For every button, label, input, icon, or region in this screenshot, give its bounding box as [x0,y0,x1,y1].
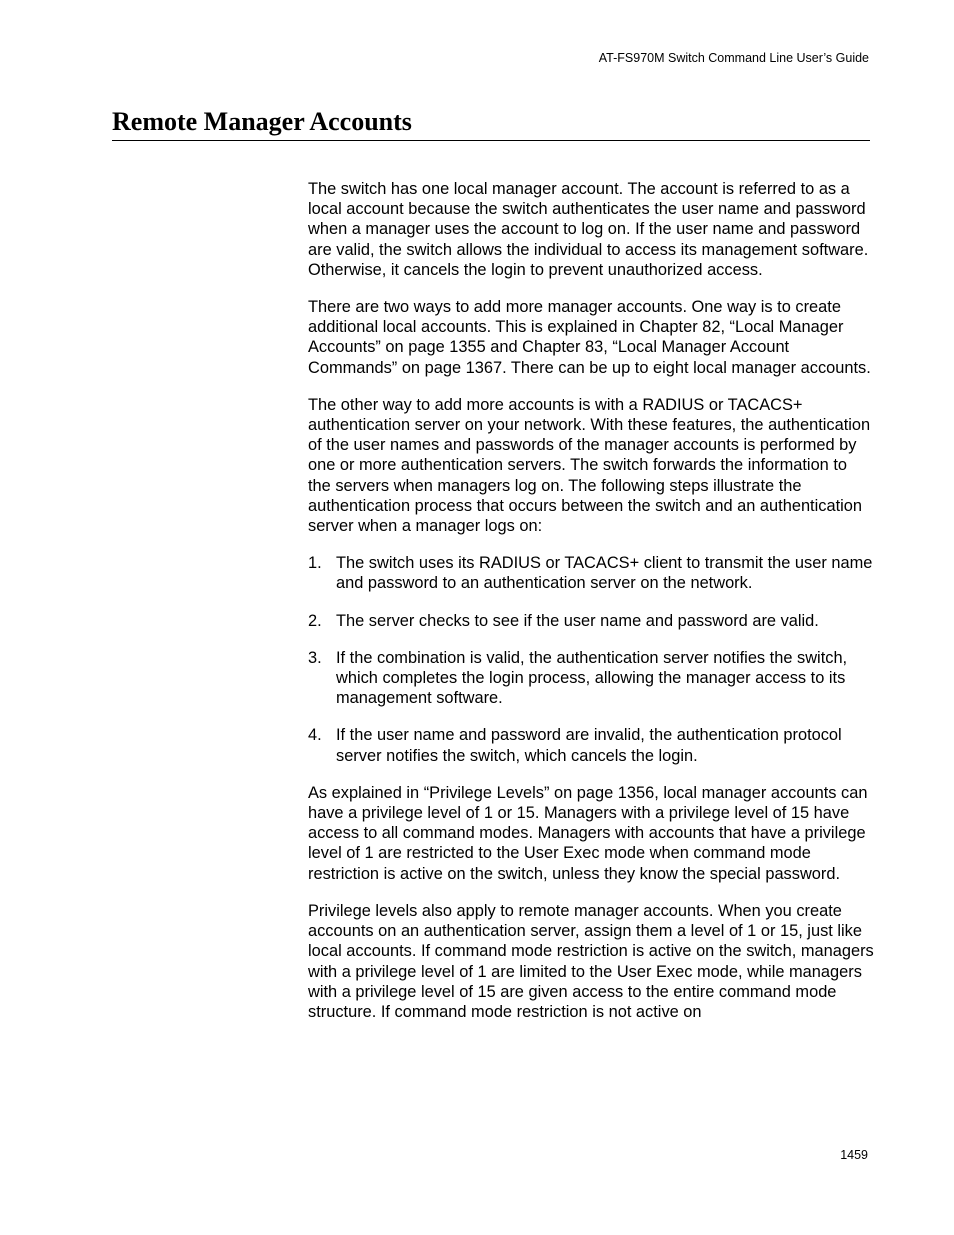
paragraph-remote-privilege: Privilege levels also apply to remote manager accounts. When you create accounts on an authentication server, assign them a level of 1 or 15, just like local accounts. If command mode restriction is active on the switch, managers with a privilege level of 1 are limited to the User Exec mode, while managers with a privilege level of 15 are given access to the entire command mode structure. If command mode restriction is not active on [308,901,874,1021]
step-number: 3. [308,648,322,667]
paragraph-radius-tacacs: The other way to add more accounts is with a RADIUS or TACACS+ authentication server on your network. With these features, the authentication of the user names and passwords of the manager accounts is performed by one or more authentication servers. The switch forwards the information to the servers when managers log on. The following steps illustrate the authentication process that occurs between the switch and an authentication server when a manager logs on: [308,395,871,536]
paragraph-two-ways: There are two ways to add more manager accounts. One way is to create additional local accounts. This is explained in Chapter 82, “Local Manager Accounts” on page 1355 and Chapter 83, “Local Manager Account Commands” on page 1367. There can be up to eight local manager accounts. [308,298,871,377]
list-item-step-1 [308,553,874,593]
step-text: The server checks to see if the user name and password are valid. [336,611,819,630]
paragraph-privilege-levels: As explained in “Privilege Levels” on page 1356, local manager accounts can have a privilege level of 1 or 15. Managers with a privilege level of 15 have access to all command modes. Managers with accounts that have a privilege level of 1 are restricted to the User Exec mode when command mode restriction is active on the switch, unless they know the special password. [308,783,868,883]
list-item-step-2 [308,611,874,631]
page-number: 1459 [840,1148,868,1162]
step-number: 4. [308,726,322,745]
paragraph-local-account: The switch has one local manager account. The account is referred to as a local account because the switch authenticates the user name and password when a manager uses the account to log on. If the user name and password are valid, the switch allows the individual to access its management software. Otherwise, it cancels the login to prevent unauthorized access. [308,180,869,279]
step-number: 2. [308,611,322,630]
section-title: Remote Manager Accounts [112,107,412,136]
step-text: If the user name and password are invalid, the authentication protocol server notifies the switch, which cancels the login. [336,726,842,765]
step-text: If the combination is valid, the authentication server notifies the switch, which completes the login process, allowing the manager access to its management software. [336,648,848,708]
running-header: AT-FS970M Switch Command Line User’s Guide [598,51,869,65]
list-item-step-3 [308,648,874,709]
step-text: The switch uses its RADIUS or TACACS+ client to transmit the user name and password to an authentication server on the network. [336,554,873,593]
authentication-steps-list [308,553,874,766]
title-divider [112,140,870,141]
step-number: 1. [308,554,322,573]
list-item-step-4 [308,725,874,765]
body-text [308,179,874,1039]
